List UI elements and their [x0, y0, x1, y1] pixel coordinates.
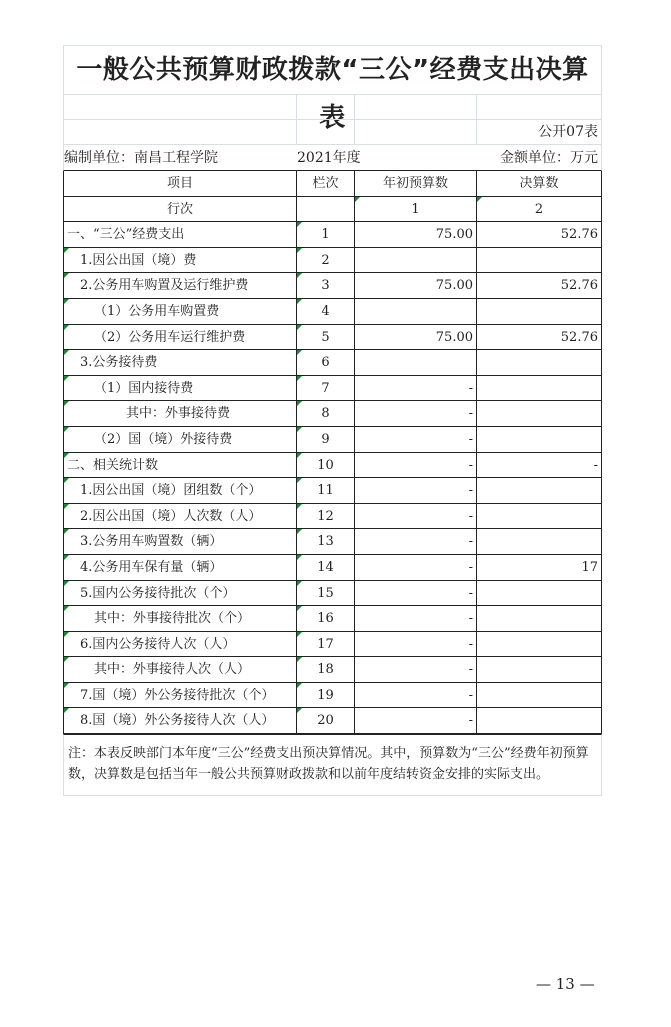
row-no: 5	[297, 325, 355, 351]
table-row	[63, 401, 602, 427]
row-item: 2.公务用车购置及运行维护费	[63, 273, 297, 299]
unit-row	[63, 145, 602, 171]
row-item: 其中：外事接待人次（人）	[63, 657, 297, 683]
row-no: 3	[297, 273, 355, 299]
row-item: 7.国（境）外公务接待批次（个）	[63, 683, 297, 709]
row-item: 5.国内公务接待批次（个）	[63, 581, 297, 607]
row-item: 一、“三公”经费支出	[63, 222, 297, 248]
table-row	[63, 529, 602, 555]
row-actual	[477, 708, 602, 734]
row-no: 17	[297, 632, 355, 658]
table-row	[63, 325, 602, 351]
table-row	[63, 555, 602, 581]
row-item: （1）公务用车购置费	[63, 299, 297, 325]
index-budget: 1	[355, 197, 477, 223]
row-no: 9	[297, 427, 355, 453]
index-actual: 2	[477, 197, 602, 223]
table-row	[63, 376, 602, 402]
table-row	[63, 606, 602, 632]
row-item: （1）国内接待费	[63, 376, 297, 402]
row-actual	[477, 376, 602, 402]
row-actual	[477, 683, 602, 709]
header-budget: 年初预算数	[355, 171, 477, 197]
table-row	[63, 248, 602, 274]
row-item: 1.因公出国（境）费	[63, 248, 297, 274]
table-row	[63, 657, 602, 683]
row-no: 13	[297, 529, 355, 555]
row-actual	[477, 401, 602, 427]
table-row	[63, 222, 602, 248]
row-actual: 52.76	[477, 325, 602, 351]
row-budget: -	[355, 504, 477, 530]
table-row	[63, 299, 602, 325]
row-budget: -	[355, 581, 477, 607]
header-item: 项目	[63, 171, 297, 197]
row-no: 10	[297, 453, 355, 479]
table-row	[63, 478, 602, 504]
row-budget: -	[355, 427, 477, 453]
row-no: 2	[297, 248, 355, 274]
row-actual: 52.76	[477, 273, 602, 299]
row-no: 4	[297, 299, 355, 325]
row-budget	[355, 350, 477, 376]
footnote: 注：本表反映部门本年度“三公”经费支出预决算情况。其中，预算数为“三公”经费年初预算数，决算数是包括当年一般公共预算财政拨款和以前年度结转资金安排的实际支出。	[63, 734, 602, 796]
header-no: 栏次	[297, 171, 355, 197]
row-budget: -	[355, 401, 477, 427]
row-actual	[477, 529, 602, 555]
row-item: 二、相关统计数	[63, 453, 297, 479]
row-budget: -	[355, 453, 477, 479]
row-item: 其中：外事接待费	[63, 401, 297, 427]
row-actual	[477, 350, 602, 376]
table-row	[63, 708, 602, 734]
row-item: 其中：外事接待批次（个）	[63, 606, 297, 632]
row-no: 19	[297, 683, 355, 709]
year-label: 2021年度	[297, 145, 355, 171]
row-actual	[477, 427, 602, 453]
row-budget	[355, 248, 477, 274]
table-header	[63, 171, 602, 197]
table-body	[63, 222, 602, 734]
row-budget: -	[355, 632, 477, 658]
row-actual	[477, 632, 602, 658]
row-actual: -	[477, 453, 602, 479]
table-row	[63, 581, 602, 607]
row-item: （2）公务用车运行维护费	[63, 325, 297, 351]
row-no: 6	[297, 350, 355, 376]
row-item: （2）国（境）外接待费	[63, 427, 297, 453]
row-actual	[477, 504, 602, 530]
row-no: 20	[297, 708, 355, 734]
row-budget: -	[355, 606, 477, 632]
row-budget: -	[355, 657, 477, 683]
row-budget: -	[355, 478, 477, 504]
row-no: 15	[297, 581, 355, 607]
row-item: 6.国内公务接待人次（人）	[63, 632, 297, 658]
row-actual	[477, 478, 602, 504]
table-row	[63, 453, 602, 479]
row-actual	[477, 606, 602, 632]
table-row	[63, 427, 602, 453]
row-item: 2.因公出国（境）人次数（人）	[63, 504, 297, 530]
row-actual: 52.76	[477, 222, 602, 248]
row-item: 8.国（境）外公务接待人次（人）	[63, 708, 297, 734]
row-actual	[477, 248, 602, 274]
row-actual	[477, 299, 602, 325]
row-no: 8	[297, 401, 355, 427]
row-budget	[355, 299, 477, 325]
table-row	[63, 504, 602, 530]
row-budget: -	[355, 529, 477, 555]
row-budget: -	[355, 683, 477, 709]
row-no: 14	[297, 555, 355, 581]
index-row	[63, 197, 602, 223]
row-actual	[477, 581, 602, 607]
index-no	[297, 197, 355, 223]
row-no: 18	[297, 657, 355, 683]
page-title: 一般公共预算财政拨款“三公”经费支出决算表	[63, 45, 602, 95]
table-number-row	[63, 120, 602, 145]
row-no: 1	[297, 222, 355, 248]
row-item: 4.公务用车保有量（辆）	[63, 555, 297, 581]
table-row	[63, 350, 602, 376]
index-label: 行次	[63, 197, 297, 223]
org-label: 编制单位：南昌工程学院	[63, 145, 297, 171]
row-actual: 17	[477, 555, 602, 581]
table-row	[63, 273, 602, 299]
report-sheet	[63, 45, 602, 796]
row-no: 12	[297, 504, 355, 530]
row-item: 3.公务接待费	[63, 350, 297, 376]
row-actual	[477, 657, 602, 683]
table-number: 公开07表	[477, 120, 602, 145]
row-item: 3.公务用车购置数（辆）	[63, 529, 297, 555]
row-budget: -	[355, 376, 477, 402]
table-row	[63, 683, 602, 709]
blank-row	[63, 95, 602, 120]
row-no: 16	[297, 606, 355, 632]
table-row	[63, 632, 602, 658]
row-budget: 75.00	[355, 222, 477, 248]
row-budget: -	[355, 555, 477, 581]
row-budget: 75.00	[355, 325, 477, 351]
row-item: 1.因公出国（境）团组数（个）	[63, 478, 297, 504]
row-budget: -	[355, 708, 477, 734]
header-actual: 决算数	[477, 171, 602, 197]
row-no: 11	[297, 478, 355, 504]
row-no: 7	[297, 376, 355, 402]
currency-unit: 金额单位：万元	[477, 145, 602, 171]
row-budget: 75.00	[355, 273, 477, 299]
page-number: — 13 —	[536, 975, 595, 993]
